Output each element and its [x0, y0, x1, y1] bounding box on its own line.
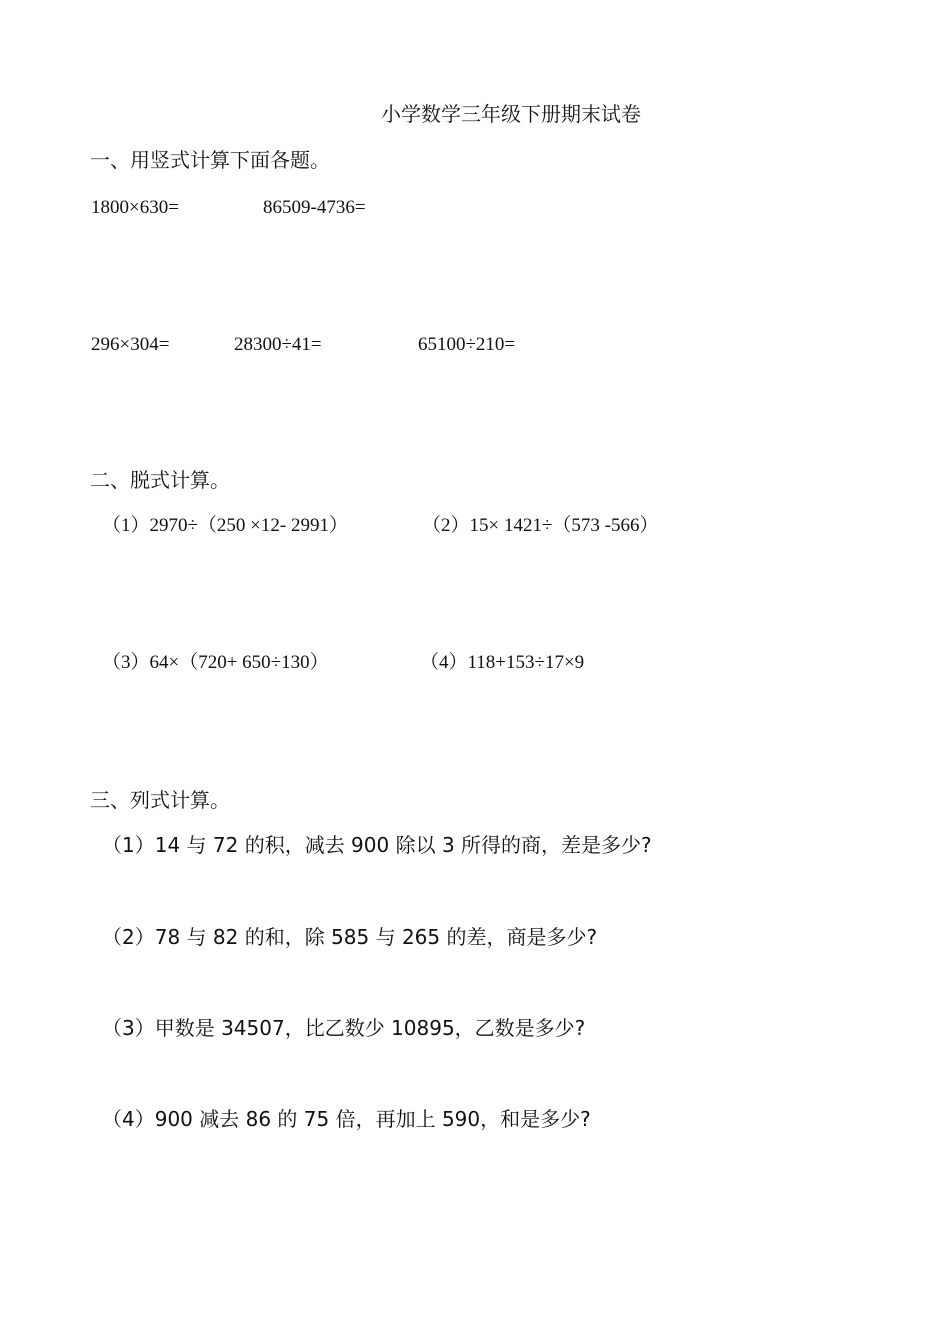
section-3-heading: 三、列式计算。	[90, 788, 230, 812]
vertical-calc-problem: 65100÷210=	[418, 334, 516, 355]
vertical-calc-problem: 1800×630=	[91, 197, 179, 218]
vertical-calc-problem: 296×304=	[91, 334, 170, 355]
word-problem-item: （3）甲数是 34507，比乙数少 10895，乙数是多少?	[102, 1016, 586, 1040]
step-calc-item: （2）15× 1421÷（573 -566）	[422, 515, 659, 536]
word-problem-item: （2）78 与 82 的和，除 585 与 265 的差，商是多少?	[102, 925, 598, 949]
page-title: 小学数学三年级下册期末试卷	[381, 102, 641, 126]
step-calc-item: （1）2970÷（250 ×12- 2991）	[102, 515, 348, 536]
vertical-calc-problem: 86509-4736=	[263, 197, 366, 218]
word-problem-item: （1）14 与 72 的积，减去 900 除以 3 所得的商，差是多少?	[102, 833, 652, 857]
vertical-calc-problem: 28300÷41=	[234, 334, 322, 355]
section-1-heading: 一、用竖式计算下面各题。	[90, 148, 330, 172]
section-2-heading: 二、脱式计算。	[90, 468, 230, 492]
step-calc-item: （4）118+153÷17×9	[420, 652, 585, 673]
word-problem-item: （4）900 减去 86 的 75 倍，再加上 590，和是多少?	[102, 1107, 591, 1131]
step-calc-item: （3）64×（720+ 650÷130）	[102, 652, 329, 673]
